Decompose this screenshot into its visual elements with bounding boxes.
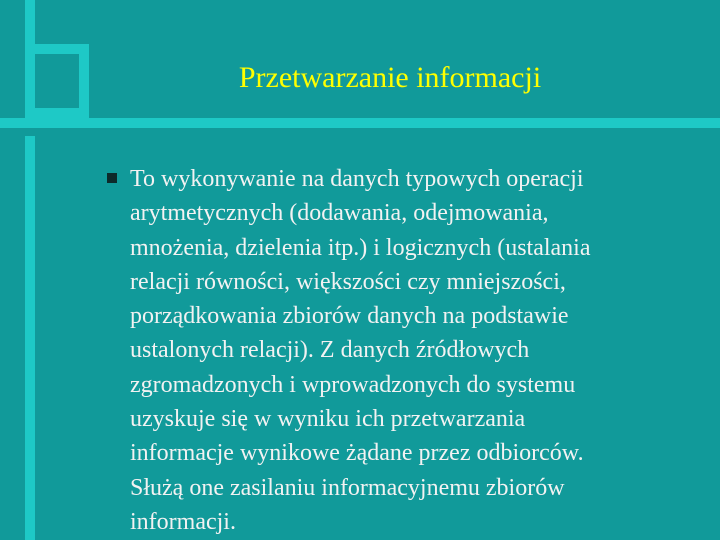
bullet-line: zgromadzonych i wprowadzonych do systemu [130,371,576,398]
bullet-line: ustalonych relacji). Z danych źródłowych [130,337,530,364]
frame-square-bottom [25,108,89,118]
bullet-line: To wykonywanie na danych typowych operacji [130,166,584,192]
bullet-line: arytmetycznych (dodawania, odejmowania, [130,200,549,227]
slide-title: Przetwarzanie informacji [238,61,542,94]
bullet-line: informacje wynikowe żądane przez odbiorców. [130,440,584,467]
bullet-line: uzyskuje się w wyniku ich przetwarzania [130,406,526,433]
bullet-line: relacji równości, większości czy mniejszości, [130,268,566,295]
bullet-line: informacji. [130,508,236,535]
frame-vertical-bar [25,136,35,540]
bullet-line: mnożenia, dzielenia itp.) i logicznych (ustalania [130,234,591,261]
square-bullet-icon [107,173,117,183]
frame-vertical-stub [25,0,35,44]
frame-square-right [79,44,89,118]
frame-square-left [25,44,35,118]
bullet-text [130,162,690,539]
frame-horizontal-bar [0,118,720,128]
bullet-line: Służą one zasilaniu informacyjnemu zbiorów [130,474,565,501]
bullet-line: porządkowania zbiorów danych na podstawie [130,303,569,330]
